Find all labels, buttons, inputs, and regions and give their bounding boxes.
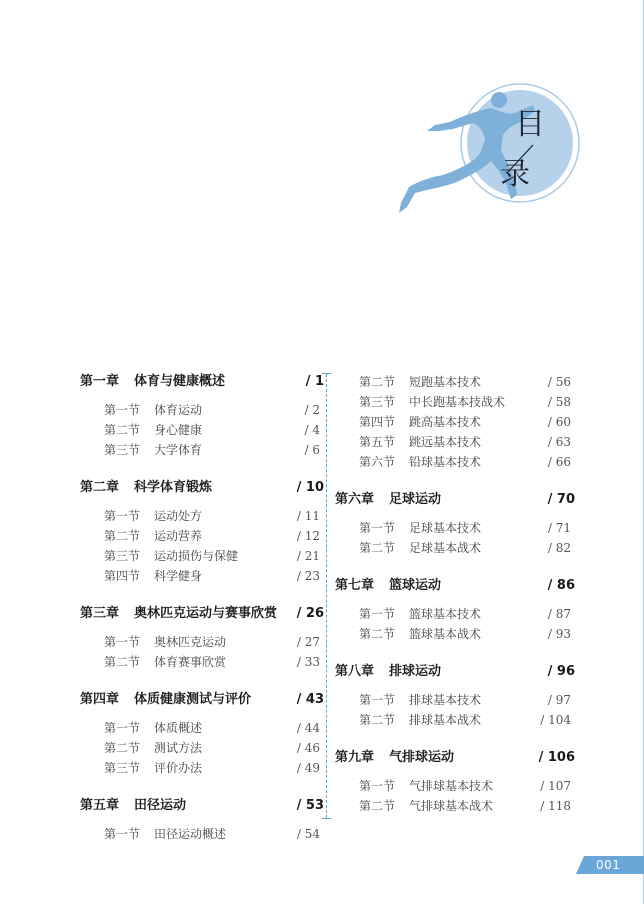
toc-chapter-entry[interactable] [80, 368, 324, 395]
section-number: 第二节 [359, 799, 396, 813]
section-page: / 2 [304, 403, 320, 417]
toc-section-entry[interactable] [80, 546, 324, 566]
section-number: 第四节 [359, 415, 396, 429]
toc-section-entry[interactable] [335, 518, 575, 538]
chapter-number: 第四章 [80, 692, 120, 707]
spacer [80, 460, 324, 474]
chapter-title: 科学体育锻炼 [134, 480, 213, 495]
toc-chapter-entry[interactable] [335, 658, 575, 685]
chapter-number: 第三章 [80, 606, 120, 621]
toc-chapter-entry[interactable] [80, 474, 324, 501]
toc-section-entry[interactable] [335, 392, 575, 412]
running-athlete-icon [395, 75, 580, 225]
section-title: 跳高基本技术 [409, 415, 482, 429]
section-title: 评价办法 [154, 761, 203, 775]
toc-section-entry[interactable] [335, 624, 575, 644]
toc-section-entry[interactable] [335, 776, 575, 796]
section-page: / 44 [296, 721, 320, 735]
toc-section-entry[interactable] [80, 566, 324, 586]
section-page: / 71 [547, 521, 571, 535]
toc-chapter-entry[interactable] [335, 572, 575, 599]
toc-chapter-entry[interactable] [335, 744, 575, 771]
section-title: 排球基本技术 [409, 693, 482, 707]
section-number: 第六节 [359, 455, 396, 469]
section-number: 第一节 [359, 521, 396, 535]
section-title: 篮球基本战术 [409, 627, 482, 641]
chapter-page: / 26 [296, 606, 324, 621]
section-title: 运动处方 [154, 509, 203, 523]
chapter-page: / 86 [547, 578, 575, 593]
toc-section-entry[interactable] [335, 796, 575, 816]
chapter-title: 田径运动 [134, 798, 187, 813]
section-page: / 107 [540, 779, 571, 793]
section-title: 篮球基本技术 [409, 607, 482, 621]
section-page: / 46 [296, 741, 320, 755]
chapter-page: / 70 [547, 492, 575, 507]
chapter-page: / 53 [296, 798, 324, 813]
section-page: / 54 [296, 827, 320, 841]
chapter-title: 体质健康测试与评价 [134, 692, 252, 707]
spacer [80, 778, 324, 792]
toc-right-column [335, 368, 575, 816]
section-title: 铅球基本技术 [409, 455, 482, 469]
chapter-title: 体育与健康概述 [134, 374, 226, 389]
section-number: 第一节 [359, 779, 396, 793]
section-title: 大学体育 [154, 443, 203, 457]
section-page: / 63 [547, 435, 571, 449]
section-number: 第一节 [359, 607, 396, 621]
section-page: / 49 [296, 761, 320, 775]
section-page: / 104 [540, 713, 571, 727]
chapter-number: 第九章 [335, 750, 375, 765]
section-number: 第一节 [104, 721, 141, 735]
section-title: 跳远基本技术 [409, 435, 482, 449]
section-page: / 66 [547, 455, 571, 469]
section-page: / 12 [296, 529, 320, 543]
chapter-title: 排球运动 [389, 664, 442, 679]
section-page: / 6 [304, 443, 320, 457]
toc-title-char-2: 录 [500, 157, 530, 192]
section-title: 运动损伤与保健 [154, 549, 239, 563]
spacer [335, 644, 575, 658]
toc-section-entry[interactable] [80, 632, 324, 652]
section-page: / 87 [547, 607, 571, 621]
toc-section-entry[interactable] [80, 824, 324, 844]
section-page: / 27 [296, 635, 320, 649]
chapter-page: / 10 [296, 480, 324, 495]
section-page: / 33 [296, 655, 320, 669]
chapter-number: 第六章 [335, 492, 375, 507]
chapter-page: / 106 [538, 750, 575, 765]
section-number: 第三节 [359, 395, 396, 409]
spacer [335, 730, 575, 744]
toc-section-entry[interactable] [80, 400, 324, 420]
section-page: / 21 [296, 549, 320, 563]
section-title: 身心健康 [154, 423, 203, 437]
section-number: 第二节 [359, 541, 396, 555]
section-title: 气排球基本战术 [409, 799, 494, 813]
spacer [80, 586, 324, 600]
toc-chapter-entry[interactable] [80, 792, 324, 819]
section-number: 第四节 [104, 569, 141, 583]
toc-chapter-entry[interactable] [80, 686, 324, 713]
toc-section-entry[interactable] [80, 506, 324, 526]
section-page: / 97 [547, 693, 571, 707]
toc-left-column [80, 368, 324, 844]
toc-section-entry[interactable] [80, 718, 324, 738]
toc-section-entry[interactable] [80, 440, 324, 460]
spacer [335, 558, 575, 572]
chapter-number: 第七章 [335, 578, 375, 593]
section-title: 短跑基本技术 [409, 375, 482, 389]
toc-section-entry[interactable] [335, 372, 575, 392]
chapter-title: 气排球运动 [389, 750, 455, 765]
spacer [80, 672, 324, 686]
section-number: 第一节 [359, 693, 396, 707]
toc-section-entry[interactable] [335, 412, 575, 432]
chapter-number: 第五章 [80, 798, 120, 813]
section-number: 第二节 [104, 529, 141, 543]
section-number: 第二节 [359, 713, 396, 727]
chapter-number: 第八章 [335, 664, 375, 679]
section-title: 奥林匹克运动 [154, 635, 227, 649]
toc-section-entry[interactable] [335, 432, 575, 452]
toc-section-entry[interactable] [80, 758, 324, 778]
section-title: 运动营养 [154, 529, 203, 543]
chapter-page: / 1 [305, 374, 324, 389]
section-number: 第一节 [104, 635, 141, 649]
section-page: / 56 [547, 375, 571, 389]
section-title: 田径运动概述 [154, 827, 227, 841]
toc-chapter-entry[interactable] [335, 486, 575, 513]
section-number: 第二节 [359, 627, 396, 641]
section-page: / 82 [547, 541, 571, 555]
section-page: / 58 [547, 395, 571, 409]
section-number: 第一节 [104, 403, 141, 417]
chapter-page: / 43 [296, 692, 324, 707]
section-number: 第三节 [104, 761, 141, 775]
section-page: / 118 [540, 799, 571, 813]
section-number: 第二节 [104, 741, 141, 755]
chapter-page: / 96 [547, 664, 575, 679]
toc-section-entry[interactable] [335, 690, 575, 710]
section-page: / 4 [304, 423, 320, 437]
page-number: 001 [596, 858, 621, 872]
toc-section-entry[interactable] [80, 738, 324, 758]
section-page: / 60 [547, 415, 571, 429]
section-number: 第一节 [104, 827, 141, 841]
toc-section-entry[interactable] [80, 652, 324, 672]
section-number: 第三节 [104, 549, 141, 563]
section-number: 第五节 [359, 435, 396, 449]
chapter-number: 第二章 [80, 480, 120, 495]
toc-continued-sections [335, 368, 575, 472]
section-page: / 23 [296, 569, 320, 583]
section-number: 第二节 [104, 655, 141, 669]
section-title: 排球基本战术 [409, 713, 482, 727]
section-number: 第一节 [104, 509, 141, 523]
section-title: 科学健身 [154, 569, 203, 583]
section-number: 第三节 [104, 443, 141, 457]
toc-section-entry[interactable] [80, 420, 324, 440]
toc-chapter-entry[interactable] [80, 600, 324, 627]
spacer [335, 472, 575, 486]
toc-section-entry[interactable] [80, 526, 324, 546]
toc-section-entry[interactable] [335, 710, 575, 730]
section-title: 足球基本战术 [409, 541, 482, 555]
section-page: / 93 [547, 627, 571, 641]
section-title: 足球基本技术 [409, 521, 482, 535]
section-title: 气排球基本技术 [409, 779, 494, 793]
section-page: / 11 [296, 509, 320, 523]
section-title: 体育赛事欣赏 [154, 655, 227, 669]
toc-section-entry[interactable] [335, 604, 575, 624]
chapter-title: 奥林匹克运动与赛事欣赏 [134, 606, 278, 621]
toc-section-entry[interactable] [335, 538, 575, 558]
toc-title-char-1: 目 [515, 107, 545, 142]
column-divider [326, 374, 327, 818]
toc-section-entry[interactable] [335, 452, 575, 472]
section-number: 第二节 [104, 423, 141, 437]
section-title: 中长跑基本技战术 [409, 395, 506, 409]
chapter-title: 篮球运动 [389, 578, 442, 593]
chapter-number: 第一章 [80, 374, 120, 389]
section-title: 测试方法 [154, 741, 203, 755]
chapter-title: 足球运动 [389, 492, 442, 507]
section-title: 体育运动 [154, 403, 203, 417]
section-number: 第二节 [359, 375, 396, 389]
section-title: 体质概述 [154, 721, 203, 735]
